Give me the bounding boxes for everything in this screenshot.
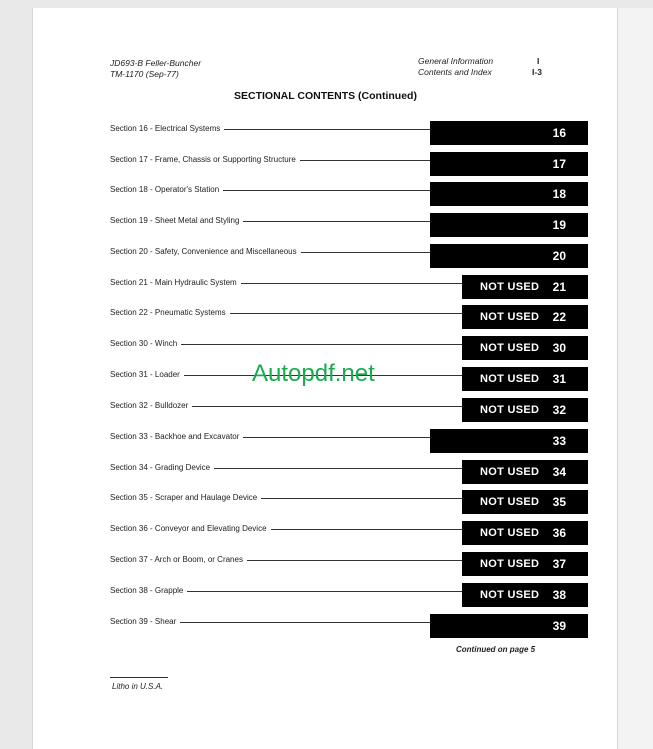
section-row — [110, 122, 590, 148]
section-row — [110, 214, 590, 240]
section-tab — [430, 429, 588, 453]
section-label: Section 17 - Frame, Chassis or Supporting Structure — [110, 155, 300, 164]
section-tab — [462, 552, 588, 576]
section-label: Section 22 - Pneumatic Systems — [110, 308, 230, 317]
section-tab — [430, 152, 588, 176]
section-row — [110, 584, 590, 610]
not-used-label: NOT USED — [480, 496, 540, 508]
continued-note: Continued on page 5 — [456, 645, 536, 654]
not-used-label: NOT USED — [480, 373, 540, 385]
section-number: 35 — [552, 495, 566, 509]
not-used-label: NOT USED — [480, 342, 540, 354]
section-label: Section 34 - Grading Device — [110, 463, 214, 472]
section-row — [110, 522, 590, 548]
section-label: Section 18 - Operator's Station — [110, 185, 223, 194]
not-used-label: NOT USED — [480, 311, 540, 323]
section-number: 17 — [552, 157, 566, 171]
section-label: Section 37 - Arch or Boom, or Cranes — [110, 555, 247, 564]
section-row — [110, 276, 590, 302]
not-used-label: NOT USED — [480, 281, 540, 293]
section-tab — [462, 275, 588, 299]
section-row — [110, 306, 590, 332]
section-number: 21 — [552, 280, 566, 294]
section-number: 30 — [552, 341, 566, 355]
header-group-line1: General Information — [418, 56, 494, 66]
section-label: Section 32 - Bulldozer — [110, 401, 192, 410]
not-used-label: NOT USED — [480, 466, 540, 478]
section-row — [110, 153, 590, 179]
header-group-line2: Contents and Index — [418, 67, 492, 77]
section-row — [110, 491, 590, 517]
section-tab — [462, 583, 588, 607]
section-label: Section 30 - Winch — [110, 339, 181, 348]
section-number: 38 — [552, 588, 566, 602]
not-used-label: NOT USED — [480, 558, 540, 570]
section-row — [110, 183, 590, 209]
section-label: Section 19 - Sheet Metal and Styling — [110, 216, 243, 225]
section-number: 37 — [552, 557, 566, 571]
section-tab — [462, 305, 588, 329]
section-row — [110, 615, 590, 641]
section-label: Section 21 - Main Hydraulic System — [110, 278, 241, 287]
section-number: 34 — [552, 465, 566, 479]
section-number: 20 — [552, 249, 566, 263]
watermark: Autopdf.net — [252, 360, 375, 387]
section-row — [110, 430, 590, 456]
litho-note: Litho in U.S.A. — [112, 682, 164, 691]
section-tab — [430, 182, 588, 206]
section-tab — [462, 490, 588, 514]
section-label: Section 16 - Electrical Systems — [110, 124, 224, 133]
section-number: 39 — [552, 619, 566, 633]
section-label: Section 35 - Scraper and Haulage Device — [110, 493, 261, 502]
page-title: SECTIONAL CONTENTS (Continued) — [234, 90, 417, 102]
not-used-label: NOT USED — [480, 404, 540, 416]
footer-rule — [110, 677, 168, 678]
header-section-mark: I — [537, 56, 540, 66]
section-label: Section 36 - Conveyor and Elevating Device — [110, 524, 271, 533]
section-number: 19 — [552, 218, 566, 232]
section-label: Section 20 - Safety, Convenience and Miscellaneous — [110, 247, 301, 256]
section-number: 16 — [552, 126, 566, 140]
section-number: 22 — [552, 310, 566, 324]
section-tab — [462, 460, 588, 484]
section-row — [110, 461, 590, 487]
section-tab — [430, 614, 588, 638]
section-tab — [462, 367, 588, 391]
section-number: 36 — [552, 526, 566, 540]
section-row — [110, 399, 590, 425]
viewer-margin — [617, 8, 653, 749]
section-number: 31 — [552, 372, 566, 386]
not-used-label: NOT USED — [480, 527, 540, 539]
header-page-ref: I-3 — [532, 67, 542, 77]
section-tab — [462, 336, 588, 360]
section-tab — [462, 521, 588, 545]
section-label: Section 38 - Grapple — [110, 586, 187, 595]
section-row — [110, 553, 590, 579]
section-label: Section 31 - Loader — [110, 370, 184, 379]
section-number: 32 — [552, 403, 566, 417]
header-model: JD693-B Feller-Buncher — [110, 58, 202, 68]
section-tab — [430, 121, 588, 145]
section-tab — [462, 398, 588, 422]
section-number: 33 — [552, 434, 566, 448]
section-tab — [430, 244, 588, 268]
section-number: 18 — [552, 187, 566, 201]
header-manual: TM-1170 (Sep-77) — [110, 69, 179, 79]
section-label: Section 39 - Shear — [110, 617, 180, 626]
not-used-label: NOT USED — [480, 589, 540, 601]
section-label: Section 33 - Backhoe and Excavator — [110, 432, 243, 441]
section-tab — [430, 213, 588, 237]
section-row — [110, 245, 590, 271]
